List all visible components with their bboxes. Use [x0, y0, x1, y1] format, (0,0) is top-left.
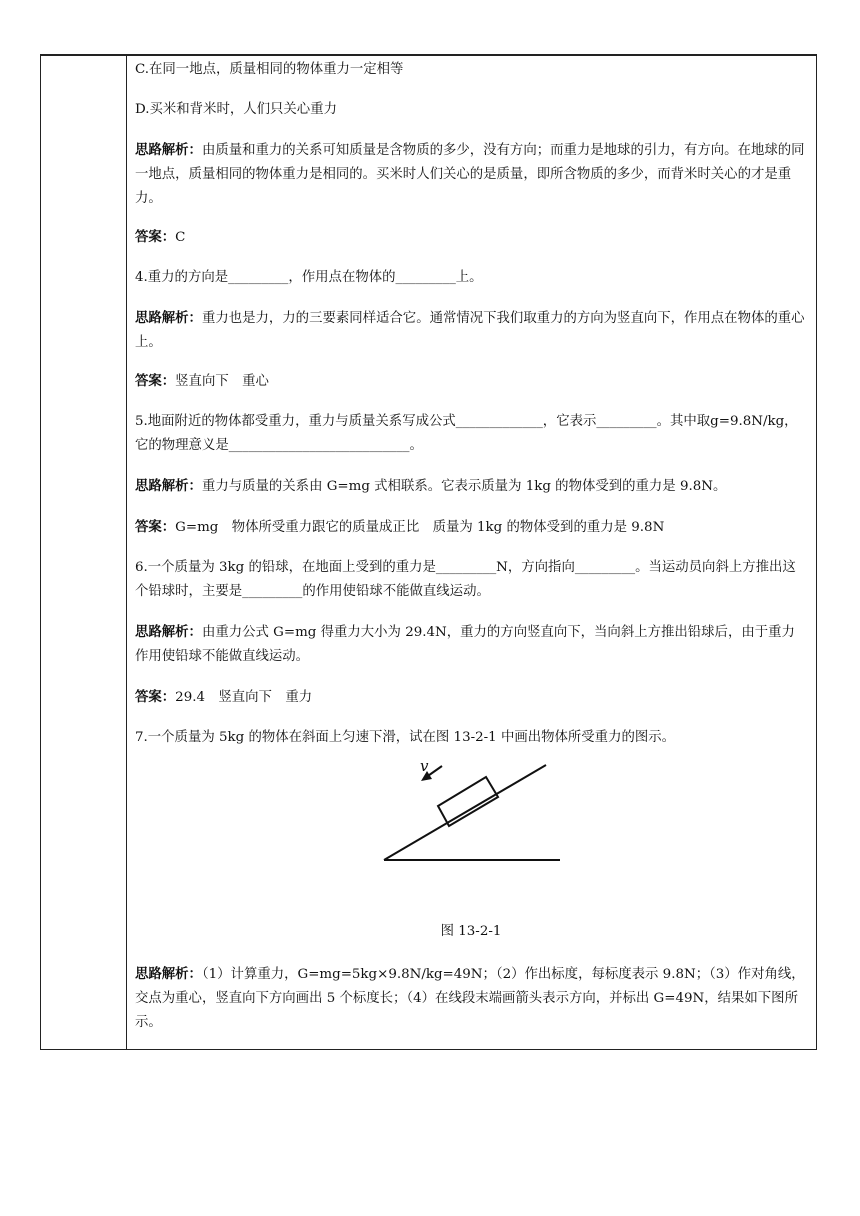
q6-answer	[135, 685, 807, 710]
q6-analysis	[135, 620, 807, 669]
answer-label: 答案：	[135, 519, 176, 535]
option-c: C.在同一地点，质量相同的物体重力一定相等	[135, 62, 404, 77]
analysis-text: 重力也是力，力的三要素同样适合它。通常情况下我们取重力的方向为竖直向下，作用点在物体的重心上。	[135, 311, 805, 350]
answer-label: 答案：	[135, 373, 176, 389]
analysis-label: 思路解析：	[135, 478, 202, 494]
analysis-text: 由质量和重力的关系可知质量是含物质的多少，没有方向；而重力是地球的引力，有方向。在地球的同一地点，质量相同的物体重力是相同的。买米时人们关心的是质量，即所含物质的多少，而背米时关心的才是重力。	[135, 143, 805, 206]
answer-text: G=mg 物体所受重力跟它的质量成正比 质量为 1kg 的物体受到的重力是 9.8N	[175, 520, 665, 535]
answer-label: 答案：	[135, 229, 176, 245]
incline-figure	[135, 750, 807, 920]
figure-caption: 图 13-2-1	[440, 924, 502, 939]
velocity-label: v	[420, 757, 429, 775]
q4-analysis	[135, 306, 807, 355]
left-column	[41, 54, 127, 1049]
q4-question: 4.重力的方向是_________，作用点在物体的_________上。	[135, 270, 483, 285]
q7-analysis	[135, 962, 807, 1035]
analysis-label: 思路解析：	[135, 624, 202, 640]
analysis-text: 由重力公式 G=mg 得重力大小为 29.4N，重力的方向竖直向下，当向斜上方推出铅球后，由于重力作用使铅球不能做直线运动。	[135, 625, 795, 664]
q5-question: 5.地面附近的物体都受重力，重力与质量关系写成公式_____________，它表示_________。其中取g=9.8N/kg，它的物理意义是___________________________。	[135, 414, 798, 453]
answer-label: 答案：	[135, 689, 176, 705]
answer-text: 29.4 竖直向下 重力	[175, 690, 313, 705]
answer-text: C	[175, 230, 186, 245]
block	[438, 777, 498, 826]
option-d: D.买米和背米时，人们只关心重力	[135, 102, 337, 117]
q5-analysis	[135, 474, 807, 499]
incline-diagram	[380, 756, 570, 871]
analysis-text: （1）计算重力，G=mg=5kg×9.8N/kg=49N；（2）作出标度，每标度表示 9.8N；（3）作对角线，交点为重心，竖直向下方向画出 5 个标度长；（4）在线段末端画箭头表示方向，并标出 G=49N，结果如下图所示。	[135, 967, 805, 1030]
answer-text: 竖直向下 重心	[175, 374, 269, 389]
analysis-label: 思路解析：	[135, 310, 202, 326]
content-column	[135, 58, 807, 1035]
worksheet-table	[40, 54, 817, 1050]
incline-line	[384, 765, 546, 860]
q3-answer	[135, 225, 807, 250]
analysis-text: 重力与质量的关系由 G=mg 式相联系。它表示质量为 1kg 的物体受到的重力是 9.8N。	[201, 479, 727, 494]
q7-question: 7.一个质量为 5kg 的物体在斜面上匀速下滑，试在图 13-2-1 中画出物体所受重力的图示。	[135, 730, 676, 745]
analysis-label: 思路解析：	[135, 966, 202, 982]
q5-answer	[135, 515, 807, 540]
analysis-label: 思路解析：	[135, 142, 202, 158]
q6-question: 6.一个质量为 3kg 的铅球，在地面上受到的重力是_________N，方向指向_________。当运动员向斜上方推出这个铅球时，主要是_________的作用使铅球不能做直线运动。	[135, 560, 796, 599]
q4-answer	[135, 369, 807, 394]
q3-analysis	[135, 138, 807, 211]
